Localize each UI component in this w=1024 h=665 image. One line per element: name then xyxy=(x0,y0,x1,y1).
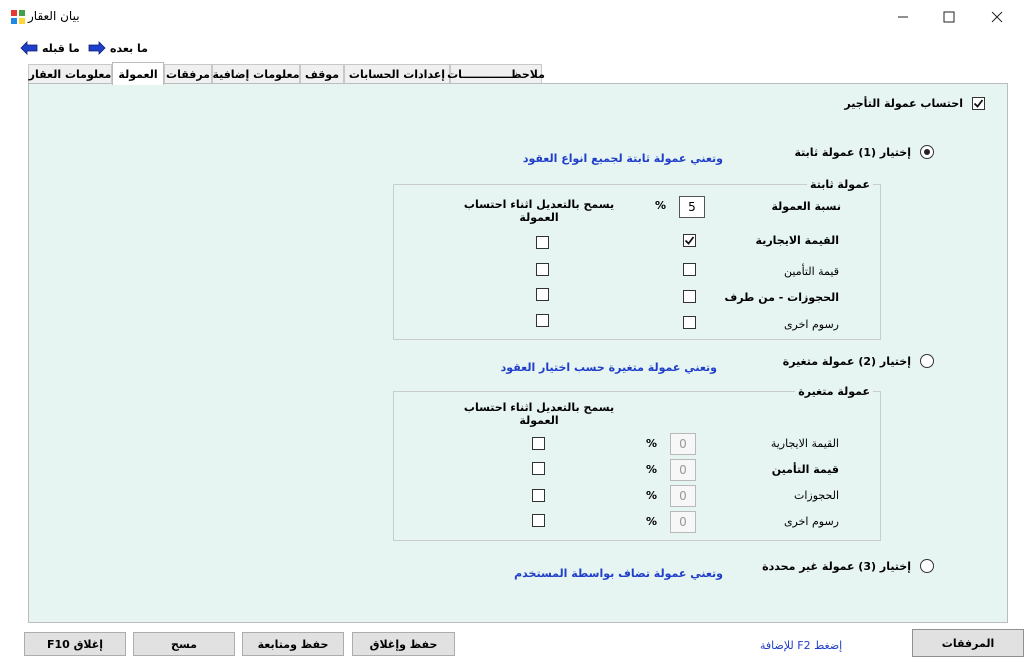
percent-sign: % xyxy=(655,199,667,212)
variable-row-label: قيمة التأمين xyxy=(771,463,839,476)
percent-sign: % xyxy=(646,489,658,502)
checkmark-icon xyxy=(973,98,984,109)
save-and-close-button[interactable]: حفظ وإغلاق xyxy=(352,632,455,656)
tab-label: إعدادات الحسابات xyxy=(348,68,446,81)
tab-attachments[interactable] xyxy=(164,64,212,84)
variable-row-allow-edit-checkbox[interactable] xyxy=(532,462,545,475)
app-icon xyxy=(10,9,26,25)
variable-row-allow-edit-checkbox[interactable] xyxy=(532,489,545,502)
percent-sign: % xyxy=(646,437,658,450)
option2-radio[interactable] xyxy=(920,354,934,368)
fixed-row-allow-edit-checkbox[interactable] xyxy=(536,314,549,327)
variable-row-label: القيمة الايجارية xyxy=(770,437,839,450)
percent-sign: % xyxy=(646,463,658,476)
attachments-button[interactable]: المرفقات xyxy=(912,629,1024,657)
title-bar xyxy=(0,0,1024,34)
calculate-commission-label: احتساب عمولة التأجير xyxy=(844,97,963,110)
fixed-row-checkbox[interactable] xyxy=(683,263,696,276)
arrow-left-icon xyxy=(20,41,38,55)
close-f10-button[interactable]: إغلاق F10 xyxy=(24,632,126,656)
save-and-continue-button[interactable]: حفظ ومتابعة xyxy=(242,632,344,656)
tab-notes[interactable] xyxy=(447,64,545,84)
fixed-row-allow-edit-checkbox[interactable] xyxy=(536,288,549,301)
checkmark-icon xyxy=(684,235,695,246)
tab-additional-info[interactable] xyxy=(212,64,300,84)
tab-label: مرفقات xyxy=(166,68,210,81)
tab-label: موقف xyxy=(305,68,340,81)
allow-edit-header: يسمح بالتعديل اثناء احتساب العمولة xyxy=(463,198,615,224)
calculate-commission-checkbox[interactable] xyxy=(972,97,985,110)
variable-allow-edit-header: يسمح بالتعديل اثناء احتساب العمولة xyxy=(463,401,615,427)
arrow-right-icon xyxy=(88,41,106,55)
variable-row-allow-edit-checkbox[interactable] xyxy=(532,514,545,527)
fixed-row-allow-edit-checkbox[interactable] xyxy=(536,263,549,276)
fixed-row-checkbox[interactable] xyxy=(683,234,696,247)
window-title: بيان العقار xyxy=(28,9,80,23)
tab-property-info[interactable] xyxy=(28,64,112,84)
tab-account-settings[interactable] xyxy=(344,64,450,84)
fixed-row-allow-edit-checkbox[interactable] xyxy=(536,236,549,249)
option1-description: وتعني عمولة ثابتة لجميع انواع العقود xyxy=(522,152,723,165)
variable-row-label: رسوم اخرى xyxy=(783,515,839,528)
maximize-button[interactable] xyxy=(926,0,972,34)
nav-toolbar xyxy=(0,36,1024,60)
variable-row-value[interactable]: 0 xyxy=(670,511,696,533)
variable-row-value[interactable]: 0 xyxy=(670,433,696,455)
option1-label[interactable]: إختيار (1) عمولة ثابتة xyxy=(794,146,911,159)
fixed-row-checkbox[interactable] xyxy=(683,316,696,329)
rate-input[interactable]: 5 xyxy=(679,196,705,218)
option3-label[interactable]: إختيار (3) عمولة غير محددة xyxy=(762,560,911,573)
variable-row-allow-edit-checkbox[interactable] xyxy=(532,437,545,450)
fixed-row-label: رسوم اخرى xyxy=(783,318,839,331)
option3-description: وتعني عمولة تضاف بواسطة المستخدم xyxy=(514,567,723,580)
tab-position[interactable] xyxy=(300,64,344,84)
option2-description: وتعني عمولة متغيرة حسب اختيار العقود xyxy=(500,361,717,374)
rate-label: نسبة العمولة xyxy=(771,200,841,213)
variable-row-label: الحجوزات xyxy=(793,489,839,502)
tab-label: معلومات إضافية xyxy=(212,68,300,81)
close-icon xyxy=(991,11,1003,23)
tab-label: معلومات العقار xyxy=(28,68,112,81)
fixed-row-label: القيمة الايجارية xyxy=(755,234,839,247)
fixed-row-checkbox[interactable] xyxy=(683,290,696,303)
previous-record-label: ما قبله xyxy=(42,41,80,55)
close-button[interactable] xyxy=(974,0,1020,34)
variable-row-value[interactable]: 0 xyxy=(670,485,696,507)
option2-label[interactable]: إختيار (2) عمولة متغيرة xyxy=(782,355,911,368)
minimize-button[interactable] xyxy=(880,0,926,34)
previous-record-button[interactable] xyxy=(20,38,80,58)
fixed-row-label: قيمة التأمين xyxy=(784,265,839,278)
option3-radio[interactable] xyxy=(920,559,934,573)
tab-label: العمولة xyxy=(118,67,158,81)
minimize-icon xyxy=(897,11,909,23)
next-record-button[interactable] xyxy=(88,38,148,58)
option1-radio[interactable] xyxy=(920,145,934,159)
radio-selected-dot xyxy=(924,149,930,155)
variable-row-value[interactable]: 0 xyxy=(670,459,696,481)
variable-commission-title: عمولة متغيرة xyxy=(795,385,873,398)
percent-sign: % xyxy=(646,515,658,528)
tab-label: ملاحظـــــــــــــات xyxy=(447,68,545,81)
fixed-commission-title: عمولة ثابتة xyxy=(807,178,873,191)
tab-strip xyxy=(28,62,1008,84)
add-hint-text: إضغط F2 للإضافة xyxy=(760,639,843,652)
maximize-icon xyxy=(943,11,955,23)
fixed-row-label: الحجوزات - من طرف xyxy=(724,291,839,304)
commission-panel xyxy=(28,83,1008,623)
tab-commission[interactable] xyxy=(112,62,164,85)
clear-button[interactable]: مسح xyxy=(133,632,235,656)
next-record-label: ما بعده xyxy=(110,41,148,55)
